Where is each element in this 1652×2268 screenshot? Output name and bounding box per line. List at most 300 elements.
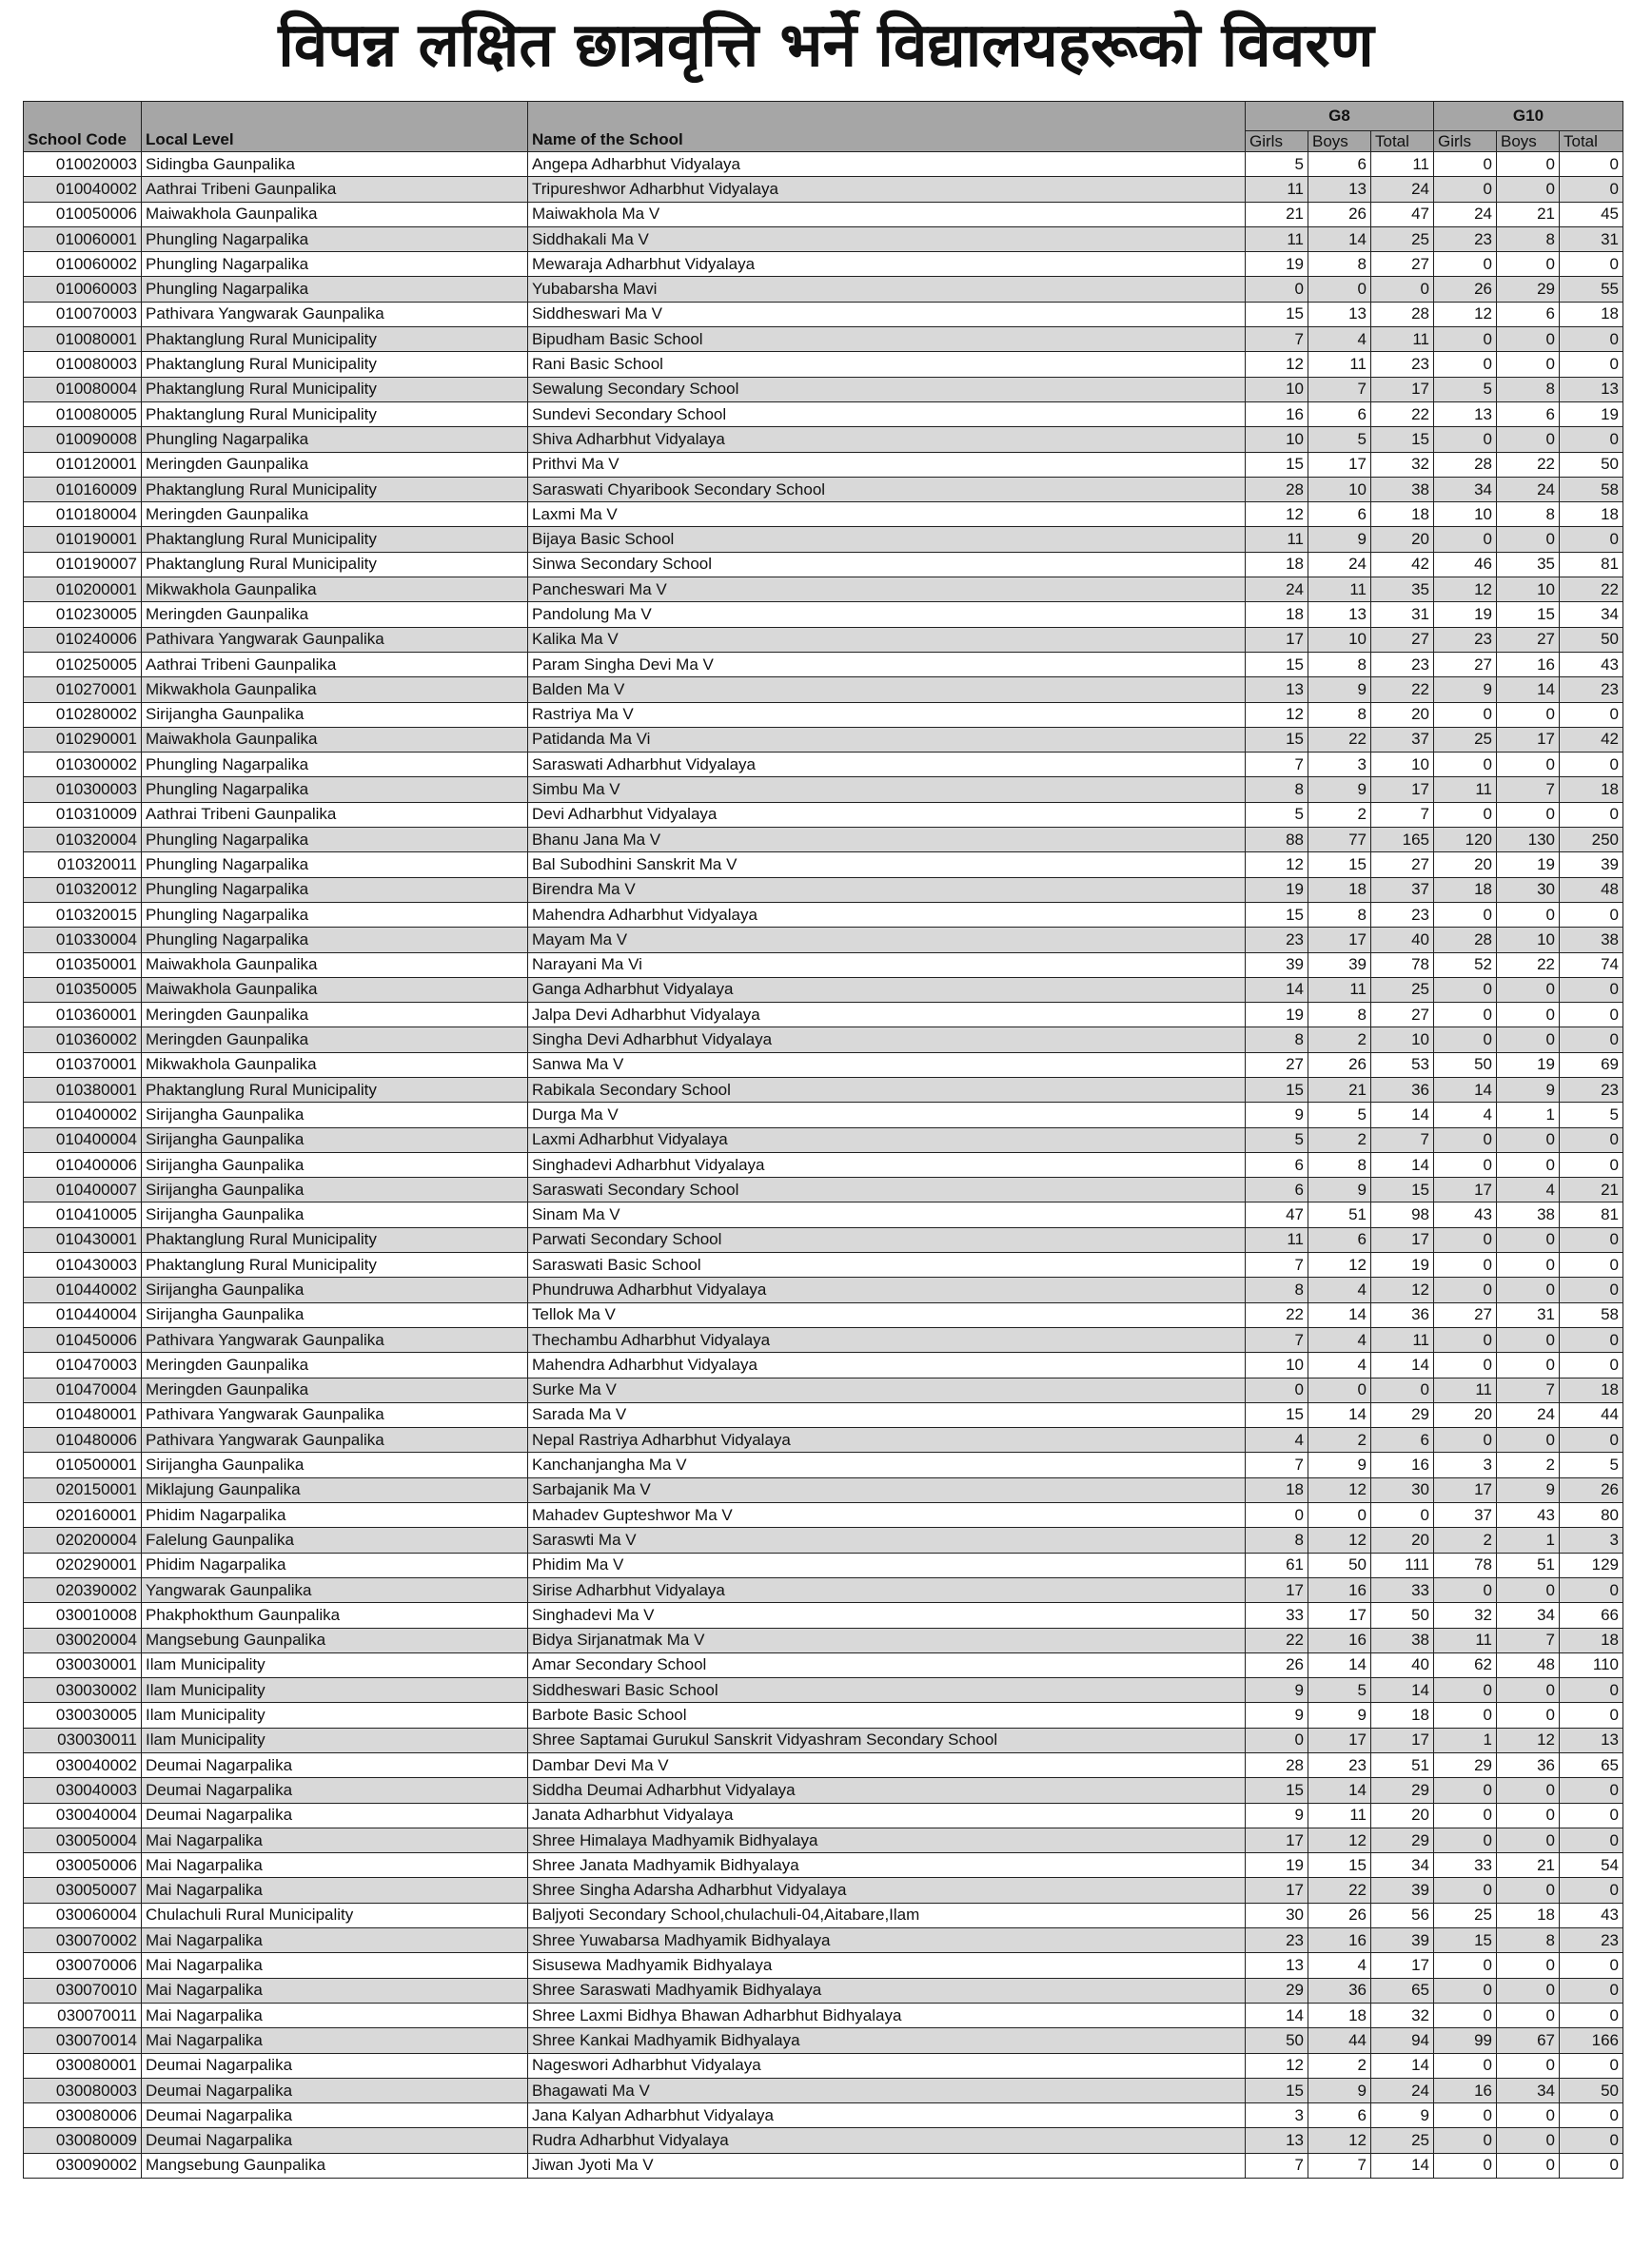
g8-girls-cell[interactable]: 12 <box>1246 352 1308 377</box>
g8-girls-cell[interactable]: 27 <box>1246 1052 1308 1077</box>
local-level-cell[interactable]: Yangwarak Gaunpalika <box>142 1577 528 1602</box>
table-row[interactable] <box>24 1703 1623 1728</box>
g10-girls-cell[interactable]: 0 <box>1434 1953 1497 1978</box>
g8-girls-cell[interactable]: 10 <box>1246 427 1308 452</box>
g10-boys-cell[interactable]: 0 <box>1497 1953 1560 1978</box>
g8-total-cell[interactable]: 47 <box>1371 202 1434 226</box>
school-name-cell[interactable]: Saraswati Chyaribook Secondary School <box>528 477 1246 501</box>
local-level-cell[interactable]: Phakphokthum Gaunpalika <box>142 1603 528 1628</box>
g10-girls-cell[interactable]: 0 <box>1434 1428 1497 1453</box>
g8-total-cell[interactable]: 20 <box>1371 702 1434 727</box>
school-name-cell[interactable]: Siddheswari Ma V <box>528 302 1246 326</box>
g10-boys-cell[interactable]: 0 <box>1497 753 1560 777</box>
school-name-cell[interactable]: Rudra Adharbhut Vidyalaya <box>528 2128 1246 2153</box>
table-row[interactable] <box>24 1127 1623 1152</box>
school-code-cell[interactable]: 010430001 <box>24 1227 142 1252</box>
g10-total-cell[interactable]: 50 <box>1560 452 1623 477</box>
g10-total-cell[interactable]: 13 <box>1560 1728 1623 1752</box>
table-row[interactable] <box>24 1903 1623 1927</box>
school-code-cell[interactable]: 010060002 <box>24 252 142 277</box>
school-code-cell[interactable]: 010500001 <box>24 1453 142 1477</box>
school-code-cell[interactable]: 010060001 <box>24 226 142 251</box>
table-row[interactable] <box>24 377 1623 401</box>
school-code-cell[interactable]: 010320012 <box>24 877 142 902</box>
g10-total-cell[interactable]: 0 <box>1560 1127 1623 1152</box>
g8-boys-cell[interactable]: 23 <box>1308 1753 1371 1778</box>
local-level-cell[interactable]: Meringden Gaunpalika <box>142 1378 528 1402</box>
g8-boys-cell[interactable]: 5 <box>1308 1678 1371 1703</box>
g10-girls-cell[interactable]: 12 <box>1434 302 1497 326</box>
g8-girls-cell[interactable]: 26 <box>1246 1652 1308 1677</box>
school-code-cell[interactable]: 020200004 <box>24 1528 142 1553</box>
g8-total-cell[interactable]: 17 <box>1371 1953 1434 1978</box>
g10-boys-cell[interactable]: 51 <box>1497 1553 1560 1577</box>
g8-total-cell[interactable]: 11 <box>1371 152 1434 177</box>
table-row[interactable] <box>24 1327 1623 1352</box>
g10-girls-cell[interactable]: 2 <box>1434 1528 1497 1553</box>
local-level-cell[interactable]: Ilam Municipality <box>142 1703 528 1728</box>
table-row[interactable] <box>24 1553 1623 1577</box>
school-code-cell[interactable]: 010410005 <box>24 1202 142 1227</box>
school-code-cell[interactable]: 030030005 <box>24 1703 142 1728</box>
school-name-cell[interactable]: Prithvi Ma V <box>528 452 1246 477</box>
school-name-cell[interactable]: Saraswati Secondary School <box>528 1178 1246 1202</box>
school-name-cell[interactable]: Kanchanjangha Ma V <box>528 1453 1246 1477</box>
g10-girls-cell[interactable]: 4 <box>1434 1103 1497 1127</box>
g8-boys-cell[interactable]: 15 <box>1308 1853 1371 1878</box>
g8-total-cell[interactable]: 51 <box>1371 1753 1434 1778</box>
g10-total-cell[interactable]: 0 <box>1560 802 1623 827</box>
school-name-cell[interactable]: Bhagawati Ma V <box>528 2078 1246 2102</box>
school-code-cell[interactable]: 010440002 <box>24 1278 142 1302</box>
school-code-cell[interactable]: 020160001 <box>24 1503 142 1528</box>
g10-boys-cell[interactable]: 0 <box>1497 1778 1560 1803</box>
school-code-cell[interactable]: 010020003 <box>24 152 142 177</box>
school-code-cell[interactable]: 010480001 <box>24 1402 142 1427</box>
school-code-cell[interactable]: 010250005 <box>24 652 142 676</box>
g8-boys-cell[interactable]: 12 <box>1308 1528 1371 1553</box>
school-name-cell[interactable]: Saraswti Ma V <box>528 1528 1246 1553</box>
table-row[interactable] <box>24 152 1623 177</box>
g8-girls-cell[interactable]: 33 <box>1246 1603 1308 1628</box>
g8-total-cell[interactable]: 38 <box>1371 477 1434 501</box>
school-name-cell[interactable]: Saraswati Basic School <box>528 1253 1246 1278</box>
g10-total-cell[interactable]: 0 <box>1560 1878 1623 1903</box>
table-row[interactable] <box>24 877 1623 902</box>
g10-girls-cell[interactable]: 0 <box>1434 2003 1497 2027</box>
school-name-cell[interactable]: Narayani Ma Vi <box>528 952 1246 977</box>
g8-total-cell[interactable]: 38 <box>1371 1628 1434 1652</box>
g8-total-cell[interactable]: 34 <box>1371 1853 1434 1878</box>
g10-boys-cell[interactable]: 35 <box>1497 552 1560 577</box>
g10-total-cell[interactable]: 43 <box>1560 652 1623 676</box>
table-row[interactable] <box>24 1652 1623 1677</box>
g8-boys-cell[interactable]: 17 <box>1308 1603 1371 1628</box>
g10-boys-cell[interactable]: 0 <box>1497 1353 1560 1378</box>
local-level-cell[interactable]: Phungling Nagarpalika <box>142 753 528 777</box>
school-code-cell[interactable]: 010300003 <box>24 777 142 802</box>
g8-total-cell[interactable]: 33 <box>1371 1577 1434 1602</box>
table-row[interactable] <box>24 1202 1623 1227</box>
g8-boys-cell[interactable]: 14 <box>1308 1402 1371 1427</box>
g8-girls-cell[interactable]: 88 <box>1246 828 1308 852</box>
g10-boys-cell[interactable]: 0 <box>1497 252 1560 277</box>
g10-girls-cell[interactable]: 0 <box>1434 1978 1497 2003</box>
g10-total-cell[interactable]: 0 <box>1560 1152 1623 1177</box>
g10-girls-cell[interactable]: 0 <box>1434 1353 1497 1378</box>
g10-boys-cell[interactable]: 34 <box>1497 1603 1560 1628</box>
g10-boys-cell[interactable]: 31 <box>1497 1302 1560 1327</box>
local-level-cell[interactable]: Mangsebung Gaunpalika <box>142 2153 528 2178</box>
school-code-cell[interactable]: 010300002 <box>24 753 142 777</box>
school-code-cell[interactable]: 030070006 <box>24 1953 142 1978</box>
g8-boys-cell[interactable]: 8 <box>1308 252 1371 277</box>
g10-total-cell[interactable]: 0 <box>1560 1828 1623 1852</box>
school-name-cell[interactable]: Jana Kalyan Adharbhut Vidyalaya <box>528 2103 1246 2128</box>
school-code-cell[interactable]: 010080004 <box>24 377 142 401</box>
g10-boys-cell[interactable]: 34 <box>1497 2078 1560 2102</box>
g10-girls-cell[interactable]: 11 <box>1434 1628 1497 1652</box>
g10-boys-cell[interactable]: 19 <box>1497 1052 1560 1077</box>
g8-girls-cell[interactable]: 13 <box>1246 677 1308 702</box>
g10-boys-cell[interactable]: 0 <box>1497 1253 1560 1278</box>
g8-girls-cell[interactable]: 23 <box>1246 1928 1308 1953</box>
school-code-cell[interactable]: 030080006 <box>24 2103 142 2128</box>
g8-boys-cell[interactable]: 6 <box>1308 2103 1371 2128</box>
table-row[interactable] <box>24 1027 1623 1052</box>
table-row[interactable] <box>24 828 1623 852</box>
local-level-cell[interactable]: Mai Nagarpalika <box>142 1978 528 2003</box>
g8-girls-cell[interactable]: 12 <box>1246 702 1308 727</box>
header-school-name[interactable]: Name of the School <box>528 102 1246 152</box>
g10-boys-cell[interactable]: 0 <box>1497 802 1560 827</box>
g10-girls-cell[interactable]: 18 <box>1434 877 1497 902</box>
g8-girls-cell[interactable]: 47 <box>1246 1202 1308 1227</box>
g10-boys-cell[interactable]: 0 <box>1497 1127 1560 1152</box>
g10-girls-cell[interactable]: 0 <box>1434 1703 1497 1728</box>
g8-boys-cell[interactable]: 11 <box>1308 577 1371 602</box>
school-name-cell[interactable]: Mahendra Adharbhut Vidyalaya <box>528 902 1246 927</box>
g10-girls-cell[interactable]: 0 <box>1434 902 1497 927</box>
g8-girls-cell[interactable]: 19 <box>1246 877 1308 902</box>
table-row[interactable] <box>24 1152 1623 1177</box>
table-row[interactable] <box>24 202 1623 226</box>
g8-total-cell[interactable]: 27 <box>1371 627 1434 652</box>
g8-girls-cell[interactable]: 17 <box>1246 1577 1308 1602</box>
g8-girls-cell[interactable]: 11 <box>1246 1227 1308 1252</box>
school-code-cell[interactable]: 010310009 <box>24 802 142 827</box>
g10-girls-cell[interactable]: 11 <box>1434 777 1497 802</box>
g10-total-cell[interactable]: 44 <box>1560 1402 1623 1427</box>
g8-boys-cell[interactable]: 17 <box>1308 1728 1371 1752</box>
g10-total-cell[interactable]: 23 <box>1560 677 1623 702</box>
g8-girls-cell[interactable]: 15 <box>1246 652 1308 676</box>
g8-boys-cell[interactable]: 11 <box>1308 352 1371 377</box>
table-row[interactable] <box>24 727 1623 752</box>
g10-girls-cell[interactable]: 0 <box>1434 1278 1497 1302</box>
g8-boys-cell[interactable]: 5 <box>1308 1103 1371 1127</box>
g8-total-cell[interactable]: 12 <box>1371 1278 1434 1302</box>
g8-girls-cell[interactable]: 7 <box>1246 1253 1308 1278</box>
g10-total-cell[interactable]: 0 <box>1560 327 1623 352</box>
g8-total-cell[interactable]: 40 <box>1371 928 1434 952</box>
g10-girls-cell[interactable]: 0 <box>1434 1152 1497 1177</box>
school-code-cell[interactable]: 030040002 <box>24 1753 142 1778</box>
g10-total-cell[interactable]: 129 <box>1560 1553 1623 1577</box>
g10-girls-cell[interactable]: 23 <box>1434 226 1497 251</box>
local-level-cell[interactable]: Deumai Nagarpalika <box>142 1803 528 1828</box>
g8-boys-cell[interactable]: 2 <box>1308 802 1371 827</box>
g8-boys-cell[interactable]: 44 <box>1308 2028 1371 2053</box>
g8-girls-cell[interactable]: 8 <box>1246 1528 1308 1553</box>
local-level-cell[interactable]: Pathivara Yangwarak Gaunpalika <box>142 302 528 326</box>
g8-boys-cell[interactable]: 26 <box>1308 1052 1371 1077</box>
g8-girls-cell[interactable]: 19 <box>1246 252 1308 277</box>
g8-girls-cell[interactable]: 6 <box>1246 1152 1308 1177</box>
g10-total-cell[interactable]: 18 <box>1560 502 1623 527</box>
table-row[interactable] <box>24 2128 1623 2153</box>
local-level-cell[interactable]: Phungling Nagarpalika <box>142 877 528 902</box>
g10-boys-cell[interactable]: 10 <box>1497 928 1560 952</box>
g10-girls-cell[interactable]: 1 <box>1434 1728 1497 1752</box>
school-code-cell[interactable]: 010400002 <box>24 1103 142 1127</box>
g10-total-cell[interactable]: 26 <box>1560 1477 1623 1502</box>
g8-boys-cell[interactable]: 16 <box>1308 1928 1371 1953</box>
g10-total-cell[interactable]: 38 <box>1560 928 1623 952</box>
g8-total-cell[interactable]: 78 <box>1371 952 1434 977</box>
g8-boys-cell[interactable]: 26 <box>1308 202 1371 226</box>
g8-boys-cell[interactable]: 7 <box>1308 2153 1371 2178</box>
g8-total-cell[interactable]: 9 <box>1371 2103 1434 2128</box>
table-row[interactable] <box>24 2003 1623 2027</box>
table-row[interactable] <box>24 627 1623 652</box>
g8-boys-cell[interactable]: 77 <box>1308 828 1371 852</box>
g10-total-cell[interactable]: 80 <box>1560 1503 1623 1528</box>
g10-girls-cell[interactable]: 0 <box>1434 802 1497 827</box>
g10-girls-cell[interactable]: 28 <box>1434 452 1497 477</box>
g8-girls-cell[interactable]: 23 <box>1246 928 1308 952</box>
g8-total-cell[interactable]: 0 <box>1371 277 1434 302</box>
g8-total-cell[interactable]: 37 <box>1371 727 1434 752</box>
g10-boys-cell[interactable]: 0 <box>1497 2103 1560 2128</box>
local-level-cell[interactable]: Ilam Municipality <box>142 1728 528 1752</box>
g8-boys-cell[interactable]: 16 <box>1308 1628 1371 1652</box>
g8-boys-cell[interactable]: 2 <box>1308 1027 1371 1052</box>
table-row[interactable] <box>24 452 1623 477</box>
g10-girls-cell[interactable]: 0 <box>1434 2053 1497 2078</box>
school-name-cell[interactable]: Tellok Ma V <box>528 1302 1246 1327</box>
school-code-cell[interactable]: 010180004 <box>24 502 142 527</box>
local-level-cell[interactable]: Phidim Nagarpalika <box>142 1553 528 1577</box>
g8-boys-cell[interactable]: 12 <box>1308 1477 1371 1502</box>
local-level-cell[interactable]: Phungling Nagarpalika <box>142 427 528 452</box>
g8-total-cell[interactable]: 20 <box>1371 1803 1434 1828</box>
table-row[interactable] <box>24 352 1623 377</box>
local-level-cell[interactable]: Phaktanglung Rural Municipality <box>142 1253 528 1278</box>
table-row[interactable] <box>24 1178 1623 1202</box>
g8-boys-cell[interactable]: 10 <box>1308 477 1371 501</box>
table-row[interactable] <box>24 1103 1623 1127</box>
g10-boys-cell[interactable]: 19 <box>1497 852 1560 877</box>
school-code-cell[interactable]: 010380001 <box>24 1077 142 1102</box>
g10-total-cell[interactable]: 81 <box>1560 1202 1623 1227</box>
local-level-cell[interactable]: Maiwakhola Gaunpalika <box>142 977 528 1002</box>
school-name-cell[interactable]: Pancheswari Ma V <box>528 577 1246 602</box>
g8-total-cell[interactable]: 23 <box>1371 352 1434 377</box>
g10-total-cell[interactable]: 22 <box>1560 577 1623 602</box>
g8-girls-cell[interactable]: 5 <box>1246 152 1308 177</box>
g10-total-cell[interactable]: 0 <box>1560 2003 1623 2027</box>
g10-total-cell[interactable]: 0 <box>1560 1978 1623 2003</box>
g8-girls-cell[interactable]: 8 <box>1246 777 1308 802</box>
g10-girls-cell[interactable]: 20 <box>1434 852 1497 877</box>
table-row[interactable] <box>24 1953 1623 1978</box>
g10-girls-cell[interactable]: 0 <box>1434 1678 1497 1703</box>
table-row[interactable] <box>24 1928 1623 1953</box>
g8-boys-cell[interactable]: 51 <box>1308 1202 1371 1227</box>
local-level-cell[interactable]: Mai Nagarpalika <box>142 1853 528 1878</box>
g10-girls-cell[interactable]: 0 <box>1434 2103 1497 2128</box>
school-name-cell[interactable]: Devi Adharbhut Vidyalaya <box>528 802 1246 827</box>
g8-girls-cell[interactable]: 7 <box>1246 2153 1308 2178</box>
school-name-cell[interactable]: Sirise Adharbhut Vidyalaya <box>528 1577 1246 1602</box>
g10-girls-cell[interactable]: 0 <box>1434 1127 1497 1152</box>
school-code-cell[interactable]: 030040003 <box>24 1778 142 1803</box>
school-name-cell[interactable]: Sinam Ma V <box>528 1202 1246 1227</box>
school-code-cell[interactable]: 030010008 <box>24 1603 142 1628</box>
g8-girls-cell[interactable]: 11 <box>1246 527 1308 552</box>
g8-boys-cell[interactable]: 6 <box>1308 401 1371 426</box>
g10-boys-cell[interactable]: 0 <box>1497 902 1560 927</box>
g8-total-cell[interactable]: 10 <box>1371 1027 1434 1052</box>
g8-boys-cell[interactable]: 24 <box>1308 552 1371 577</box>
g10-boys-cell[interactable]: 22 <box>1497 952 1560 977</box>
local-level-cell[interactable]: Sidingba Gaunpalika <box>142 152 528 177</box>
school-name-cell[interactable]: Patidanda Ma Vi <box>528 727 1246 752</box>
g8-total-cell[interactable]: 23 <box>1371 652 1434 676</box>
g10-total-cell[interactable]: 18 <box>1560 1378 1623 1402</box>
g10-boys-cell[interactable]: 130 <box>1497 828 1560 852</box>
g8-girls-cell[interactable]: 17 <box>1246 1878 1308 1903</box>
local-level-cell[interactable]: Mai Nagarpalika <box>142 2028 528 2053</box>
g10-total-cell[interactable]: 42 <box>1560 727 1623 752</box>
g10-total-cell[interactable]: 0 <box>1560 1778 1623 1803</box>
g8-girls-cell[interactable]: 6 <box>1246 1178 1308 1202</box>
school-name-cell[interactable]: Tripureshwor Adharbhut Vidyalaya <box>528 177 1246 202</box>
table-row[interactable] <box>24 1577 1623 1602</box>
school-code-cell[interactable]: 010360002 <box>24 1027 142 1052</box>
school-code-cell[interactable]: 010290001 <box>24 727 142 752</box>
school-code-cell[interactable]: 030050004 <box>24 1828 142 1852</box>
g8-girls-cell[interactable]: 22 <box>1246 1628 1308 1652</box>
school-name-cell[interactable]: Birendra Ma V <box>528 877 1246 902</box>
g8-boys-cell[interactable]: 14 <box>1308 1778 1371 1803</box>
table-row[interactable] <box>24 753 1623 777</box>
g10-boys-cell[interactable]: 0 <box>1497 2128 1560 2153</box>
school-code-cell[interactable]: 010400007 <box>24 1178 142 1202</box>
g10-total-cell[interactable]: 5 <box>1560 1103 1623 1127</box>
header-g8-total[interactable]: Total <box>1371 131 1434 152</box>
g8-total-cell[interactable]: 30 <box>1371 1477 1434 1502</box>
g8-girls-cell[interactable]: 61 <box>1246 1553 1308 1577</box>
g10-total-cell[interactable]: 55 <box>1560 277 1623 302</box>
g8-girls-cell[interactable]: 3 <box>1246 2103 1308 2128</box>
local-level-cell[interactable]: Phungling Nagarpalika <box>142 277 528 302</box>
g10-boys-cell[interactable]: 12 <box>1497 1728 1560 1752</box>
g8-girls-cell[interactable]: 17 <box>1246 627 1308 652</box>
g8-total-cell[interactable]: 14 <box>1371 1152 1434 1177</box>
school-code-cell[interactable]: 030080003 <box>24 2078 142 2102</box>
g10-total-cell[interactable]: 0 <box>1560 2128 1623 2153</box>
g10-total-cell[interactable]: 0 <box>1560 902 1623 927</box>
school-name-cell[interactable]: Siddha Deumai Adharbhut Vidyalaya <box>528 1778 1246 1803</box>
g8-boys-cell[interactable]: 9 <box>1308 1703 1371 1728</box>
g10-boys-cell[interactable]: 0 <box>1497 177 1560 202</box>
g8-total-cell[interactable]: 65 <box>1371 1978 1434 2003</box>
g8-girls-cell[interactable]: 0 <box>1246 1378 1308 1402</box>
local-level-cell[interactable]: Maiwakhola Gaunpalika <box>142 202 528 226</box>
g10-total-cell[interactable]: 0 <box>1560 1803 1623 1828</box>
g10-boys-cell[interactable]: 18 <box>1497 1903 1560 1927</box>
g8-girls-cell[interactable]: 4 <box>1246 1428 1308 1453</box>
g10-total-cell[interactable]: 18 <box>1560 1628 1623 1652</box>
g8-total-cell[interactable]: 15 <box>1371 427 1434 452</box>
g8-total-cell[interactable]: 16 <box>1371 1453 1434 1477</box>
school-code-cell[interactable]: 010240006 <box>24 627 142 652</box>
g8-girls-cell[interactable]: 30 <box>1246 1903 1308 1927</box>
g10-boys-cell[interactable]: 6 <box>1497 302 1560 326</box>
school-code-cell[interactable]: 030030011 <box>24 1728 142 1752</box>
local-level-cell[interactable]: Phungling Nagarpalika <box>142 226 528 251</box>
school-code-cell[interactable]: 030030002 <box>24 1678 142 1703</box>
g8-girls-cell[interactable]: 24 <box>1246 577 1308 602</box>
local-level-cell[interactable]: Sirijangha Gaunpalika <box>142 1278 528 1302</box>
g8-total-cell[interactable]: 25 <box>1371 2128 1434 2153</box>
g10-girls-cell[interactable]: 0 <box>1434 327 1497 352</box>
table-row[interactable] <box>24 302 1623 326</box>
g10-girls-cell[interactable]: 0 <box>1434 352 1497 377</box>
school-name-cell[interactable]: Nageswori Adharbhut Vidyalaya <box>528 2053 1246 2078</box>
g8-boys-cell[interactable]: 8 <box>1308 702 1371 727</box>
g10-boys-cell[interactable]: 0 <box>1497 1828 1560 1852</box>
local-level-cell[interactable]: Phaktanglung Rural Municipality <box>142 1077 528 1102</box>
g10-total-cell[interactable]: 58 <box>1560 1302 1623 1327</box>
school-name-cell[interactable]: Shree Janata Madhyamik Bidhyalaya <box>528 1853 1246 1878</box>
g8-girls-cell[interactable]: 18 <box>1246 1477 1308 1502</box>
g10-girls-cell[interactable]: 33 <box>1434 1853 1497 1878</box>
g8-boys-cell[interactable]: 7 <box>1308 377 1371 401</box>
g8-boys-cell[interactable]: 2 <box>1308 2053 1371 2078</box>
g8-boys-cell[interactable]: 9 <box>1308 2078 1371 2102</box>
local-level-cell[interactable]: Sirijangha Gaunpalika <box>142 702 528 727</box>
g10-girls-cell[interactable]: 27 <box>1434 1302 1497 1327</box>
g8-girls-cell[interactable]: 21 <box>1246 202 1308 226</box>
g10-girls-cell[interactable]: 43 <box>1434 1202 1497 1227</box>
g10-girls-cell[interactable]: 0 <box>1434 427 1497 452</box>
g10-total-cell[interactable]: 110 <box>1560 1652 1623 1677</box>
school-code-cell[interactable]: 010320004 <box>24 828 142 852</box>
table-row[interactable] <box>24 928 1623 952</box>
school-name-cell[interactable]: Jalpa Devi Adharbhut Vidyalaya <box>528 1003 1246 1027</box>
g10-boys-cell[interactable]: 0 <box>1497 427 1560 452</box>
g8-total-cell[interactable]: 11 <box>1371 327 1434 352</box>
g8-boys-cell[interactable]: 14 <box>1308 226 1371 251</box>
local-level-cell[interactable]: Deumai Nagarpalika <box>142 2103 528 2128</box>
g8-girls-cell[interactable]: 15 <box>1246 1778 1308 1803</box>
table-row[interactable] <box>24 1853 1623 1878</box>
g10-total-cell[interactable]: 0 <box>1560 2153 1623 2178</box>
g10-total-cell[interactable]: 0 <box>1560 1003 1623 1027</box>
